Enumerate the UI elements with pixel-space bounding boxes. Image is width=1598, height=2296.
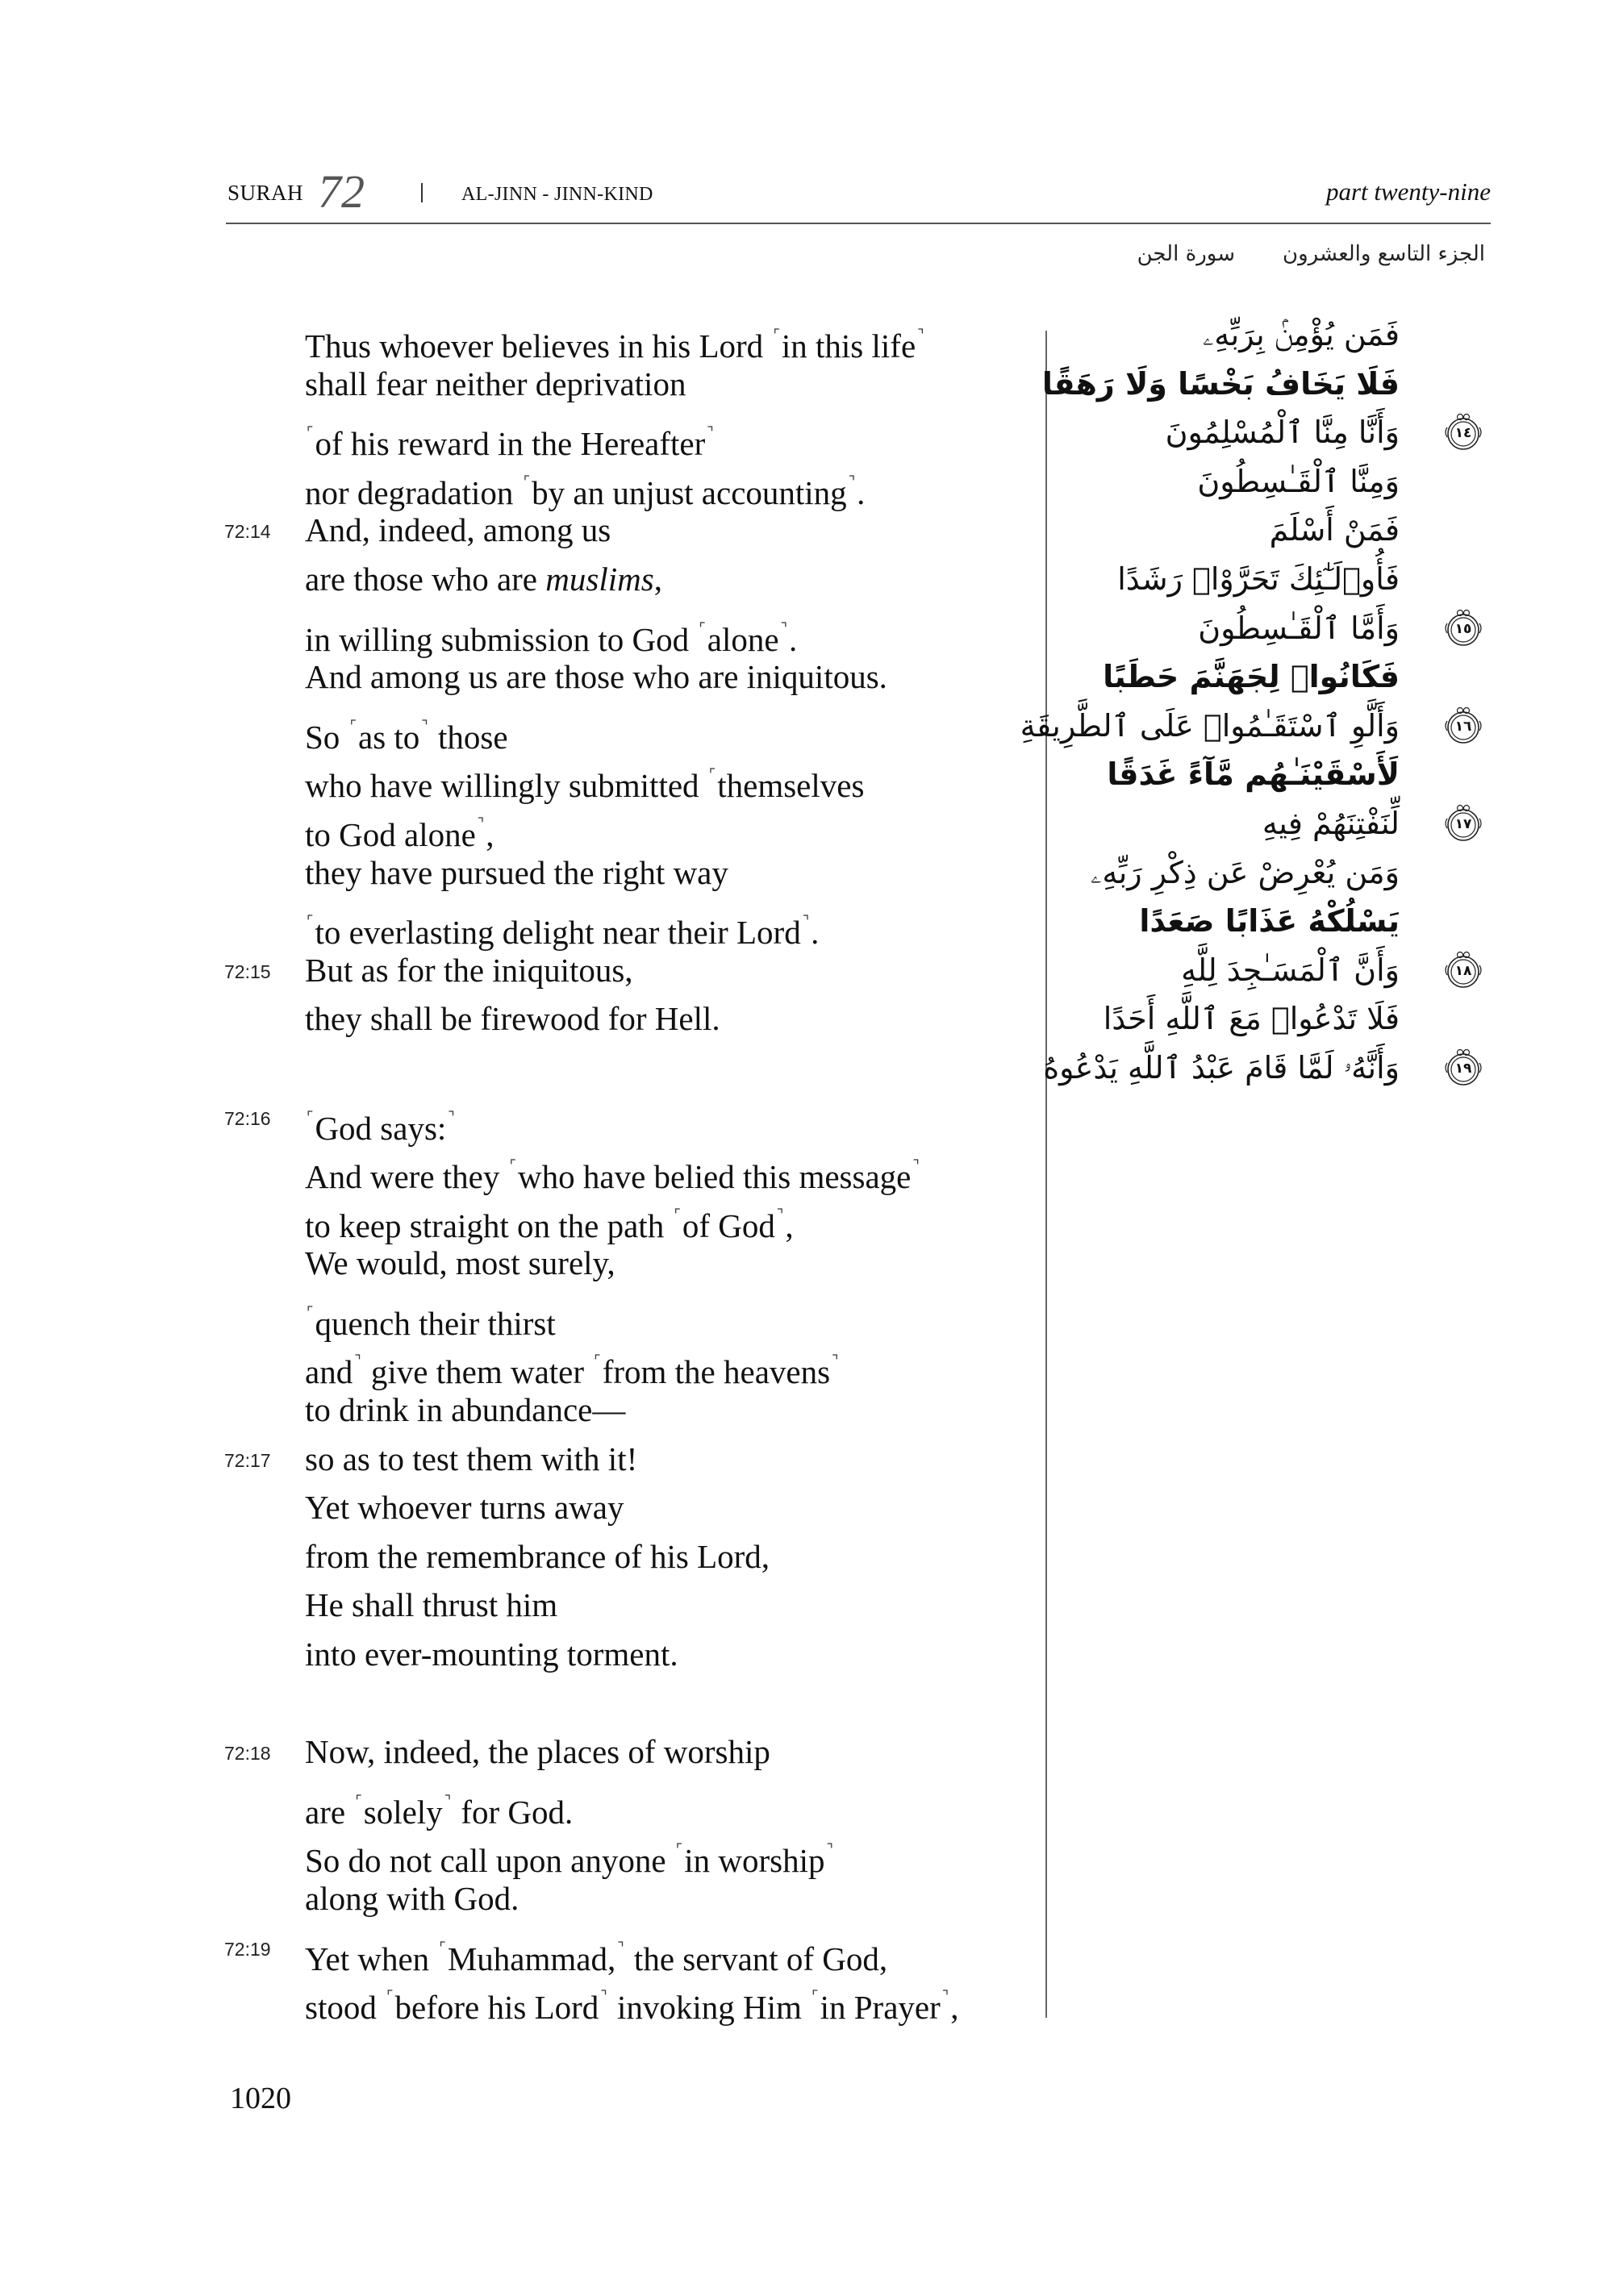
translation-line <box>224 1141 1031 1196</box>
ayah-number: ١٨ <box>1454 962 1472 979</box>
gloss-close-mark: ⌝ <box>917 327 924 343</box>
arabic-text: فَأُو۟لَـٰٓئِكَ تَحَرَّوْا۟ رَشَدًا <box>1117 560 1400 597</box>
text-segment: stood <box>305 1989 386 2027</box>
ayah-marker-icon <box>1442 703 1484 747</box>
text-segment: they have pursued the right way <box>305 853 728 891</box>
interpolated-gloss: before his Lord <box>394 1989 599 2027</box>
gloss-close-mark: ⌝ <box>776 1206 784 1223</box>
translation-text <box>305 994 720 1044</box>
verse-number: 72:16 <box>224 1107 271 1129</box>
ayah-marker-icon <box>1442 410 1484 453</box>
text-segment: . <box>789 620 798 658</box>
arabic-text: فَمَن يُؤْمِنۢ بِرَبِّهِۦ <box>1202 317 1400 352</box>
translation-line <box>224 1386 1031 1435</box>
text-segment: to drink in abundance— <box>305 1391 626 1429</box>
translation-line <box>224 408 1031 463</box>
arabic-text: فَلَا تَدْعُوا۟ مَعَ ٱللَّهِ أَحَدًا <box>1103 1001 1400 1037</box>
interpolated-gloss: Muhammad, <box>447 1940 616 1977</box>
text-segment: so as to test them with it! <box>305 1440 638 1477</box>
text-segment: in willing submission to God <box>305 620 698 658</box>
translation-line <box>224 1581 1031 1630</box>
translation-text <box>305 1972 958 2032</box>
surah-label: SURAH <box>227 181 304 205</box>
text-segment: He shall thrust him <box>305 1586 558 1624</box>
text-segment: from the remembrance of his Lord, <box>305 1537 770 1575</box>
text-segment: the servant of God, <box>625 1940 888 1977</box>
gloss-open-mark: ⌜ <box>675 1841 683 1858</box>
translation-line <box>224 1777 1031 1831</box>
italic-term: muslims <box>545 560 654 598</box>
gloss-close-mark: ⌝ <box>444 1792 452 1809</box>
translation-line <box>224 1874 1031 1923</box>
translation-text <box>305 1581 557 1630</box>
translation-text <box>305 848 728 898</box>
arabic-line <box>1073 604 1500 653</box>
gloss-close-mark: ⌝ <box>941 1988 949 2005</box>
ayah-number: ١٧ <box>1454 815 1472 832</box>
gloss-close-mark: ⌝ <box>421 717 428 734</box>
gloss-close-mark: ⌝ <box>802 913 810 930</box>
gloss-open-mark: ⌜ <box>349 717 357 734</box>
interpolated-gloss: and <box>305 1353 353 1391</box>
part-label: part twenty-nine <box>1325 177 1491 206</box>
text-segment: . <box>857 473 866 511</box>
translation-line <box>224 1336 1031 1391</box>
interpolated-gloss: in Prayer <box>820 1989 941 2027</box>
interpolated-gloss: alone <box>707 620 779 658</box>
interpolated-gloss: solely <box>363 1793 443 1831</box>
text-segment: , <box>486 815 494 853</box>
arabic-line <box>1073 555 1500 604</box>
verse-number: 72:18 <box>224 1743 271 1765</box>
translation-text <box>305 1483 624 1532</box>
translation-line <box>224 1288 1031 1342</box>
translation-text <box>305 1435 637 1484</box>
text-segment: give them water <box>362 1353 593 1391</box>
text-segment: nor degradation <box>305 473 522 511</box>
translation-line <box>224 310 1031 365</box>
ayah-number: ١٥ <box>1454 620 1472 637</box>
gloss-open-mark: ⌜ <box>594 1352 601 1369</box>
arabic-text: فَكَانُوا۟ لِجَهَنَّمَ حَطَبًا <box>1103 659 1400 695</box>
surah-name: AL-JINN - JINN-KIND <box>461 184 653 205</box>
gloss-close-mark: ⌝ <box>477 815 485 831</box>
gloss-close-mark: ⌝ <box>617 1939 624 1956</box>
text-segment: are <box>305 1793 354 1831</box>
translation-line <box>224 702 1031 756</box>
gloss-close-mark: ⌝ <box>448 1108 455 1125</box>
arabic-line <box>1041 360 1500 409</box>
interpolated-gloss: in this life <box>781 327 916 365</box>
gloss-close-mark: ⌝ <box>707 424 714 441</box>
arabic-line <box>1073 994 1500 1044</box>
text-segment: to keep straight on the path <box>305 1206 673 1244</box>
gloss-open-mark: ⌜ <box>386 1988 394 2005</box>
translation-line <box>224 1093 1031 1147</box>
gloss-open-mark: ⌜ <box>307 1108 314 1125</box>
arabic-line <box>1073 799 1500 848</box>
gloss-open-mark: ⌜ <box>699 619 706 636</box>
stanza-gap <box>224 1679 1031 1728</box>
text-segment: , <box>785 1206 794 1244</box>
running-header <box>227 163 1491 219</box>
translation-line <box>224 799 1031 853</box>
arabic-line <box>1020 702 1500 751</box>
gloss-open-mark: ⌜ <box>812 1988 819 2005</box>
text-segment: But as for the iniquitous, <box>305 951 633 989</box>
interpolated-gloss: in worship <box>684 1842 825 1880</box>
header-rule <box>226 223 1491 224</box>
gloss-open-mark: ⌜ <box>355 1792 362 1809</box>
translation-line <box>224 360 1031 409</box>
translation-line <box>224 848 1031 898</box>
arabic-line <box>1073 946 1500 995</box>
verse-number: 72:14 <box>224 521 271 543</box>
arabic-text: وَمَن يُعْرِضْ عَن ذِكْرِ رَبِّهِۦ <box>1090 854 1400 890</box>
arabic-line <box>1073 897 1500 946</box>
translation-text <box>305 1532 770 1581</box>
gloss-open-mark: ⌜ <box>307 1303 314 1320</box>
arabic-line <box>1073 750 1500 799</box>
text-segment: are those who are <box>305 560 546 598</box>
arabic-text: فَمَنْ أَسْلَمَ <box>1269 512 1400 548</box>
arabic-line <box>1073 506 1500 555</box>
english-translation-column <box>224 310 1031 2027</box>
ayah-number: ١٤ <box>1454 425 1472 442</box>
translation-line <box>224 1483 1031 1532</box>
translation-text <box>305 1630 678 1679</box>
translation-line <box>224 1435 1031 1484</box>
text-segment: shall fear neither deprivation <box>305 365 686 402</box>
translation-line <box>224 1825 1031 1880</box>
text-segment: into ever-mounting torment. <box>305 1636 678 1673</box>
column-divider <box>1045 331 1047 2018</box>
arabic-text: وَأَنَّا مِنَّا ٱلْمُسْلِمُونَ <box>1165 415 1400 451</box>
verse-number: 72:15 <box>224 960 271 982</box>
interpolated-gloss: by an unjust accounting <box>532 473 847 511</box>
text-segment: So <box>305 718 348 756</box>
gloss-open-mark: ⌜ <box>523 473 531 490</box>
text-segment: for God. <box>453 1793 574 1831</box>
arabic-text: وَمِنَّا ٱلْقَـٰسِطُونَ <box>1197 463 1400 499</box>
translation-line <box>224 604 1031 658</box>
interpolated-gloss: to God alone <box>305 815 476 853</box>
gloss-open-mark: ⌜ <box>509 1157 517 1174</box>
arabic-surah-title: سورة الجن <box>1137 242 1235 266</box>
translation-line <box>224 1532 1031 1581</box>
translation-line <box>224 457 1031 511</box>
translation-line <box>224 1190 1031 1244</box>
gloss-open-mark: ⌜ <box>307 913 314 930</box>
text-segment: who have willingly submitted <box>305 767 707 805</box>
gloss-close-mark: ⌝ <box>832 1352 839 1369</box>
text-segment: . <box>811 914 820 952</box>
text-segment: And among us are those who are iniquitous. <box>305 658 887 696</box>
header-separator <box>421 183 423 202</box>
gloss-open-mark: ⌜ <box>307 424 314 441</box>
translation-text <box>305 1874 519 1923</box>
translation-line <box>224 1630 1031 1679</box>
text-segment: So do not call upon anyone <box>305 1842 674 1880</box>
interpolated-gloss: themselves <box>717 767 865 805</box>
ayah-number: ١٦ <box>1454 718 1472 735</box>
arabic-text: وَأَلَّوِ ٱسْتَقَـٰمُوا۟ عَلَى ٱلطَّرِيقَةِ <box>1020 707 1400 744</box>
gloss-close-mark: ⌝ <box>780 619 788 636</box>
interpolated-gloss: who have belied this message <box>518 1158 912 1196</box>
translation-line <box>224 946 1031 995</box>
arabic-line <box>1073 457 1500 506</box>
translation-line <box>224 1923 1031 1977</box>
ayah-marker-icon <box>1442 606 1484 649</box>
arabic-line <box>1073 652 1500 702</box>
text-segment: We would, most surely, <box>305 1244 615 1282</box>
arabic-text-column <box>1020 310 1500 1093</box>
gloss-open-mark: ⌜ <box>773 327 780 343</box>
arabic-text: لِّنَفْتِنَهُمْ فِيهِ <box>1262 805 1400 841</box>
translation-line <box>224 1239 1031 1288</box>
interpolated-gloss: from the heavens <box>602 1353 831 1391</box>
translation-text <box>305 360 686 409</box>
arabic-text: وَأَنَّ ٱلْمَسَـٰجِدَ لِلَّهِ <box>1181 952 1400 988</box>
translation-line <box>224 652 1031 702</box>
gloss-close-mark: ⌝ <box>826 1841 833 1858</box>
text-segment: Yet when <box>305 1940 438 1977</box>
arabic-line <box>1073 310 1500 360</box>
translation-line <box>224 750 1031 805</box>
gloss-close-mark: ⌝ <box>600 1988 607 2005</box>
text-segment: And, indeed, among us <box>305 511 611 549</box>
translation-text <box>305 555 662 604</box>
translation-text <box>305 1239 615 1288</box>
page-number: 1020 <box>230 2081 291 2115</box>
interpolated-gloss: as to <box>358 718 420 756</box>
translation-text <box>305 652 887 702</box>
translation-line <box>224 506 1031 555</box>
interpolated-gloss: God says: <box>315 1109 447 1147</box>
gloss-close-mark: ⌝ <box>848 473 856 490</box>
gloss-open-mark: ⌜ <box>674 1206 681 1223</box>
verse-number: 72:17 <box>224 1449 271 1471</box>
ayah-marker-icon <box>1442 801 1484 844</box>
text-segment: Thus whoever believes in his Lord <box>305 327 772 365</box>
arabic-text: وَأَمَّا ٱلْقَـٰسِطُونَ <box>1198 610 1400 646</box>
ayah-marker-icon <box>1442 948 1484 991</box>
text-segment: And were they <box>305 1158 508 1196</box>
arabic-line <box>1073 408 1500 457</box>
arabic-text: فَلَا يَخَافُ بَخْسًا وَلَا رَهَقًا <box>1041 365 1400 402</box>
translation-line <box>224 1727 1031 1777</box>
interpolated-gloss: of his reward in the Hereafter <box>315 425 706 463</box>
translation-line <box>224 555 1031 604</box>
verse-number: 72:19 <box>224 1938 271 1960</box>
gloss-close-mark: ⌝ <box>912 1157 920 1174</box>
arabic-part-title: الجزء التاسع والعشرون <box>1283 242 1485 266</box>
interpolated-gloss: to everlasting delight near their Lord <box>315 914 801 952</box>
translation-line <box>224 1972 1031 2027</box>
translation-line <box>224 897 1031 952</box>
translation-text <box>305 506 611 555</box>
arabic-text: وَأَنَّهُۥ لَمَّا قَامَ عَبْدُ ٱللَّهِ يَدْعُوهُ <box>1043 1049 1400 1085</box>
text-segment: invoking Him <box>608 1989 811 2027</box>
text-segment: , <box>653 560 662 598</box>
text-segment: Now, indeed, the places of worship <box>305 1733 770 1771</box>
interpolated-gloss: of God <box>682 1206 775 1244</box>
text-segment: Yet whoever turns away <box>305 1489 624 1527</box>
arabic-text: لَأَسْقَيْنَـٰهُم مَّآءً غَدَقًا <box>1107 756 1400 793</box>
translation-text <box>305 946 633 995</box>
text-segment: , <box>950 1989 959 2027</box>
stanza-gap <box>224 1044 1031 1093</box>
surah-number: 72 <box>318 165 365 218</box>
ayah-number: ١٩ <box>1454 1060 1472 1077</box>
gloss-close-mark: ⌝ <box>354 1352 361 1369</box>
arabic-text: يَسْلُكْهُ عَذَابًا صَعَدًا <box>1139 903 1400 940</box>
gloss-open-mark: ⌜ <box>439 1939 446 1956</box>
interpolated-gloss: quench their thirst <box>315 1304 556 1342</box>
translation-text <box>305 1386 625 1435</box>
ayah-marker-icon <box>1442 1045 1484 1089</box>
arabic-line <box>1073 848 1500 898</box>
translation-line <box>224 994 1031 1044</box>
text-segment: along with God. <box>305 1880 519 1917</box>
arabic-line <box>1043 1044 1500 1093</box>
translation-text <box>305 1727 770 1777</box>
gloss-open-mark: ⌜ <box>708 766 716 783</box>
text-segment: those <box>429 718 508 756</box>
text-segment: they shall be firewood for Hell. <box>305 1000 720 1038</box>
